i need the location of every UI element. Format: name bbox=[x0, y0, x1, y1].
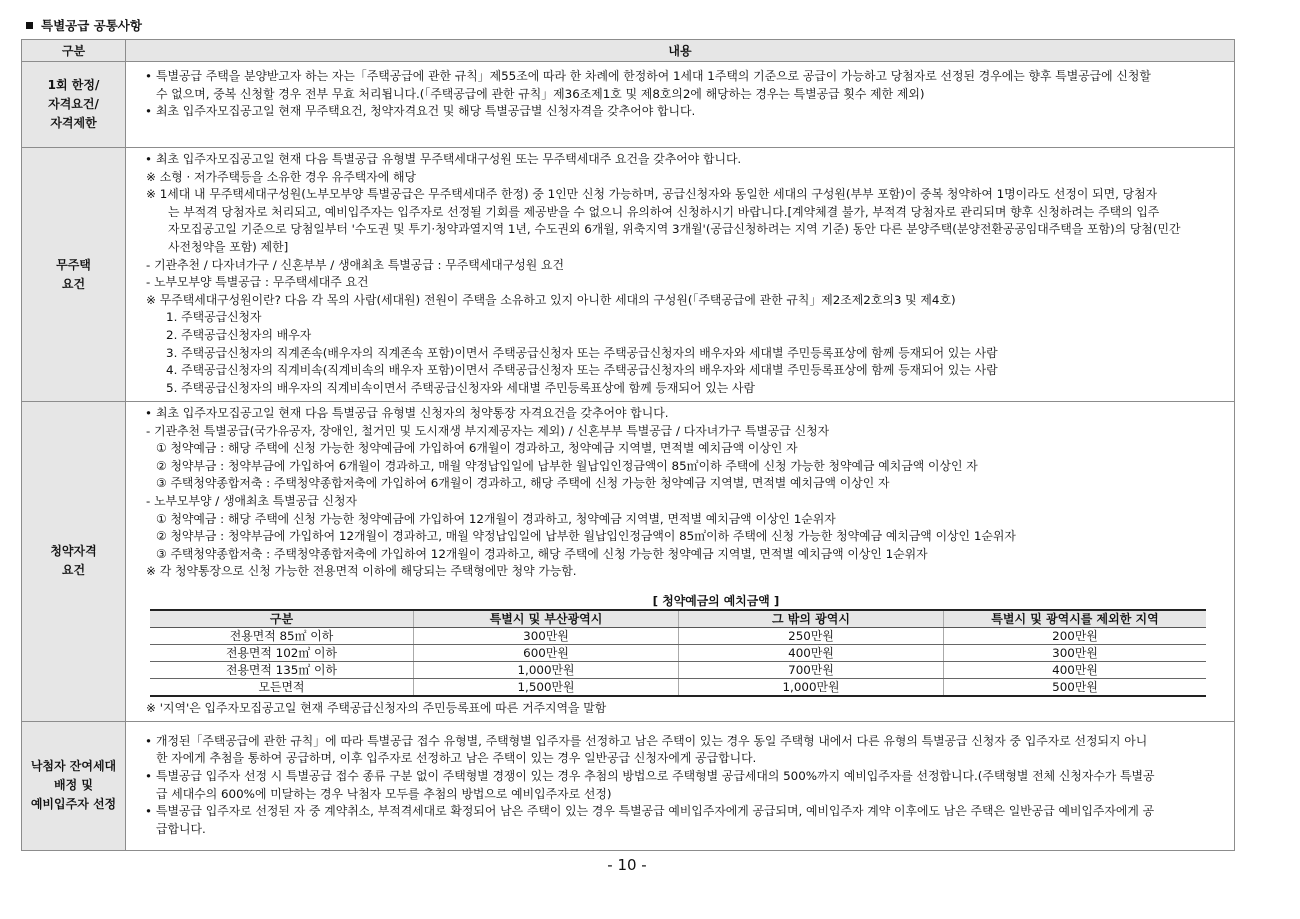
table-cell: 1,000만원 bbox=[679, 678, 944, 696]
category-line: 요건 bbox=[61, 563, 86, 578]
circled-item: ③ 주택청약종합저축 : 주택청약종합저축에 가입하여 6개월이 경과하고, 해당 주택에 신청 가능한 청약예금 지역별, 면적별 예치금액 이상인 자 bbox=[156, 476, 890, 491]
row-category-remain bbox=[22, 721, 126, 850]
table-cell: 모든면적 bbox=[150, 678, 414, 696]
note-continuation: 는 부적격 당첨자로 처리되고, 예비입주자는 입주자로 선정될 기회를 제공받을 수 없으니 유의하여 신청하시기 바랍니다.[계약체결 불가, 부적격 당첨자로 관리되며 향후 신청하려는 주택의 입주 bbox=[168, 204, 1160, 219]
row-content-nohouse bbox=[126, 148, 1235, 402]
table-cell: 전용면적 102㎡ 이하 bbox=[150, 644, 414, 661]
table-cell: 500만원 bbox=[944, 678, 1207, 696]
bullet-item: • 특별공급 입주자로 선정된 자 중 계약취소, 부적격세대로 확정되어 남은 주택이 있는 경우 특별공급 예비입주자에게 공급되며, 예비입주자 계약 이후에도 남은 주택은 일반공급 예비입주자에게 공 bbox=[146, 803, 1226, 821]
row-category-limit bbox=[22, 62, 126, 148]
category-line: 자격요건/ bbox=[48, 97, 99, 111]
row-content-remain bbox=[126, 721, 1235, 850]
bullet-item: • 최초 입주자모집공고일 현재 다음 특별공급 유형별 신청자의 청약통장 자격요건을 갖추어야 합니다. bbox=[146, 405, 1226, 423]
table-row bbox=[150, 627, 1206, 644]
circled-item: ③ 주택청약종합저축 : 주택청약종합저축에 가입하여 12개월이 경과하고, 해당 주택에 신청 가능한 청약예금 지역별, 면적별 예치금액 이상인 1순위자 bbox=[156, 546, 928, 561]
bullet-continuation: 한 자에게 추첨을 통하여 공급하며, 이후 입주자로 선정하고 남은 주택이 있는 경우 일반공급 신청자에게 공급합니다. bbox=[156, 751, 757, 766]
table-row-remain bbox=[22, 721, 1235, 850]
bullet-continuation: 수 없으며, 중복 신청할 경우 전부 무효 처리됩니다.(「주택공급에 관한 규칙」제36조제1호 및 제8호의2에 해당하는 경우는 특별공급 횟수 제한 제외) bbox=[156, 86, 925, 101]
table-cell: 200만원 bbox=[944, 627, 1207, 644]
category-line: 무주택 bbox=[56, 257, 91, 272]
table-cell: 700만원 bbox=[679, 661, 944, 678]
header-content: 내용 bbox=[126, 40, 1235, 62]
numbered-item: 5. 주택공급신청자의 배우자의 직계비속이면서 주택공급신청자와 세대별 주민등록표상에 함께 등재되어 있는 사람 bbox=[166, 380, 756, 395]
deposit-header-cell: 특별시 및 광역시를 제외한 지역 bbox=[944, 610, 1207, 628]
table-cell: 250만원 bbox=[679, 627, 944, 644]
dash-item: - 노부모부양 / 생애최초 특별공급 신청자 bbox=[146, 493, 357, 508]
dash-item: - 기관추천 특별공급(국가유공자, 장애인, 철거민 및 도시재생 부지제공자는 제외) / 신혼부부 특별공급 / 다자녀가구 특별공급 신청자 bbox=[146, 423, 830, 438]
row-category-nohouse bbox=[22, 148, 126, 402]
numbered-item: 3. 주택공급신청자의 직계존속(배우자의 직계존속 포함)이면서 주택공급신청자 또는 주택공급신청자의 배우자와 세대별 주민등록표상에 함께 등재되어 있는 사람 bbox=[166, 345, 998, 360]
deposit-table-title: [ 청약예금의 예치금액 ] bbox=[652, 593, 780, 608]
deposit-header-row bbox=[150, 610, 1206, 628]
category-line: 요건 bbox=[61, 276, 86, 291]
note-item: ※ 각 청약통장으로 신청 가능한 전용면적 이하에 해당되는 주택형에만 청약 가능함. bbox=[146, 564, 577, 579]
square-bullet-icon bbox=[26, 22, 33, 29]
table-cell: 300만원 bbox=[414, 627, 679, 644]
note-item: ※ 1세대 내 무주택세대구성원(노부모부양 특별공급은 무주택세대주 한정) 중 1인만 신청 가능하며, 공급신청자와 동일한 세대의 구성원(부부 포함)이 중복 청약하여 1명이라도 선정이 되면, 당첨자 bbox=[146, 187, 1158, 202]
table-cell: 1,000만원 bbox=[414, 661, 679, 678]
row-content-account bbox=[126, 402, 1235, 722]
bullet-item: • 개정된「주택공급에 관한 규칙」에 따라 특별공급 접수 유형별, 주택형별 입주자를 선정하고 남은 주택이 있는 경우 동일 주택형 내에서 다른 유형의 특별공급 신청자 중 입주자로 선정되지 아니 bbox=[146, 733, 1226, 751]
table-row-account bbox=[22, 402, 1235, 722]
deposit-header-cell: 구분 bbox=[150, 610, 414, 628]
circled-item: ② 청약부금 : 청약부금에 가입하여 6개월이 경과하고, 매월 약정납입일에 납부한 월납입인정금액이 85㎡이하 주택에 신청 가능한 청약예금 예치금액 이상인 자 bbox=[156, 458, 978, 473]
table-cell: 300만원 bbox=[944, 644, 1207, 661]
table-cell: 600만원 bbox=[414, 644, 679, 661]
table-row-limit bbox=[22, 62, 1235, 148]
note-continuation: 사전청약을 포함) 제한] bbox=[168, 239, 289, 254]
deposit-header-cell: 특별시 및 부산광역시 bbox=[414, 610, 679, 628]
note-item: ※ '지역'은 입주자모집공고일 현재 주택공급신청자의 주민등록표에 따른 거주지역을 말함 bbox=[146, 700, 607, 715]
bullet-continuation: 급합니다. bbox=[156, 821, 206, 836]
row-content-limit bbox=[126, 62, 1235, 148]
category-line: 1회 한정/ bbox=[47, 78, 100, 92]
table-cell: 400만원 bbox=[944, 661, 1207, 678]
table-row bbox=[150, 644, 1206, 661]
circled-item: ① 청약예금 : 해당 주택에 신청 가능한 청약예금에 가입하여 6개월이 경과하고, 청약예금 지역별, 면적별 예치금액 이상인 자 bbox=[156, 441, 798, 456]
category-line: 자격제한 bbox=[50, 116, 97, 130]
common-requirements-table bbox=[21, 39, 1235, 851]
dash-item: - 기관추천 / 다자녀가구 / 신혼부부 / 생애최초 특별공급 : 무주택세대구성원 요건 bbox=[146, 257, 564, 272]
table-row-nohouse bbox=[22, 148, 1235, 402]
note-continuation: 자모집공고일 기준으로 당첨일부터 '수도권 및 투기·청약과열지역 1년, 수도권외 6개월, 위축지역 3개월'(공급신청하려는 지역 기준) 동안 다른 분양주택(분양전환공공임대주택을 포함)의 당첨(민간 bbox=[168, 222, 1181, 237]
numbered-item: 1. 주택공급신청자 bbox=[166, 310, 262, 325]
circled-item: ① 청약예금 : 해당 주택에 신청 가능한 청약예금에 가입하여 12개월이 경과하고, 청약예금 지역별, 면적별 예치금액 이상인 1순위자 bbox=[156, 511, 836, 526]
note-item: ※ 소형 · 저가주택등을 소유한 경우 유주택자에 해당 bbox=[146, 169, 416, 184]
bullet-item: • 특별공급 주택을 분양받고자 하는 자는「주택공급에 관한 규칙」제55조에 따라 한 차례에 한정하여 1세대 1주택의 기준으로 공급이 가능하고 당첨자로 선정된 경우에는 향후 특별공급에 신청할 bbox=[146, 68, 1226, 86]
category-line: 배정 및 bbox=[54, 778, 93, 793]
table-row bbox=[150, 661, 1206, 678]
category-line: 청약자격 bbox=[50, 544, 97, 559]
category-line: 낙첨자 잔여세대 bbox=[30, 759, 117, 774]
numbered-item: 2. 주택공급신청자의 배우자 bbox=[166, 327, 312, 342]
header-category: 구분 bbox=[22, 40, 126, 62]
bullet-item: • 최초 입주자모집공고일 현재 다음 특별공급 유형별 무주택세대구성원 또는 무주택세대주 요건을 갖추어야 합니다. bbox=[146, 151, 1226, 169]
category-line: 예비입주자 선정 bbox=[30, 797, 117, 812]
table-header-row bbox=[22, 40, 1235, 62]
note-item: ※ 무주택세대구성원이란? 다음 각 목의 사람(세대원) 전원이 주택을 소유하고 있지 아니한 세대의 구성원(「주택공급에 관한 규칙」제2조제2호의3 및 제4호) bbox=[146, 292, 956, 307]
dash-item: - 노부모부양 특별공급 : 무주택세대주 요건 bbox=[146, 275, 369, 290]
table-cell: 전용면적 85㎡ 이하 bbox=[150, 627, 414, 644]
bullet-item: • 최초 입주자모집공고일 현재 무주택요건, 청약자격요건 및 해당 특별공급별 신청자격을 갖추어야 합니다. bbox=[146, 103, 1226, 121]
deposit-table bbox=[150, 609, 1206, 697]
page-number: - 10 - bbox=[607, 856, 647, 874]
circled-item: ② 청약부금 : 청약부금에 가입하여 12개월이 경과하고, 매월 약정납입일에 납부한 월납입인정금액이 85㎡이하 주택에 신청 가능한 청약예금 예치금액 이상인 1순위자 bbox=[156, 529, 1016, 544]
bullet-continuation: 급 세대수의 600%에 미달하는 경우 낙첨자 모두를 추첨의 방법으로 예비입주자로 선정) bbox=[156, 786, 612, 801]
row-category-account bbox=[22, 402, 126, 722]
table-row bbox=[150, 678, 1206, 696]
numbered-item: 4. 주택공급신청자의 직계비속(직계비속의 배우자 포함)이면서 주택공급신청자 또는 주택공급신청자의 배우자와 세대별 주민등록표상에 함께 등재되어 있는 사람 bbox=[166, 363, 998, 378]
section-title: 특별공급 공통사항 bbox=[26, 16, 142, 34]
deposit-header-cell: 그 밖의 광역시 bbox=[679, 610, 944, 628]
table-cell: 400만원 bbox=[679, 644, 944, 661]
table-cell: 전용면적 135㎡ 이하 bbox=[150, 661, 414, 678]
bullet-item: • 특별공급 입주자 선정 시 특별공급 접수 종류 구분 없이 주택형별 경쟁이 있는 경우 추첨의 방법으로 주택형별 공급세대의 500%까지 예비입주자를 선정합니다.(주택형별 전체 신청자수가 특별공 bbox=[146, 768, 1226, 786]
table-cell: 1,500만원 bbox=[414, 678, 679, 696]
